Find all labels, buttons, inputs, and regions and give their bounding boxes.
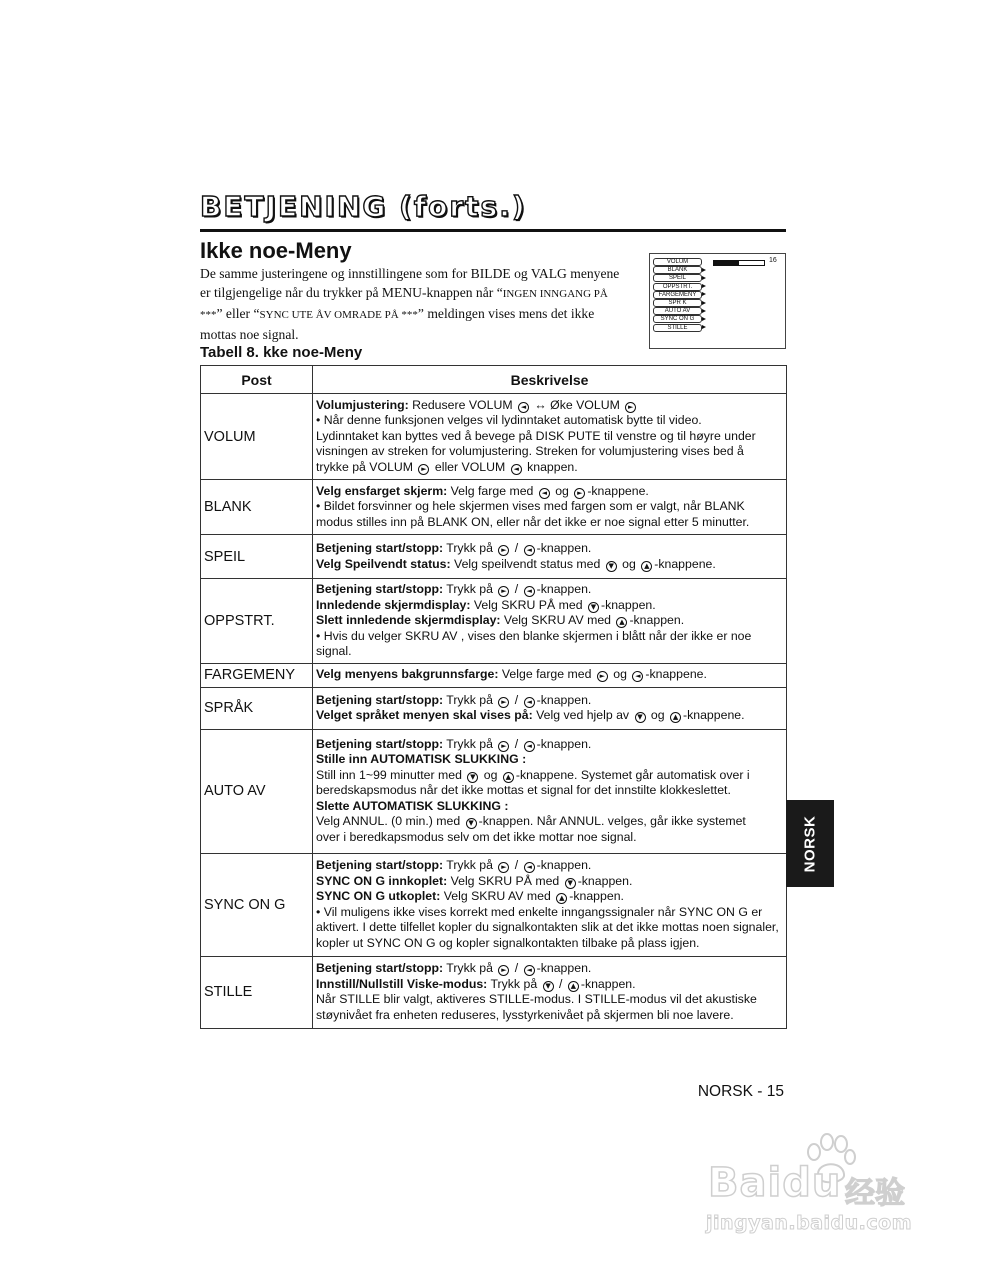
button-symbol-icon: ▼ <box>635 712 646 723</box>
button-symbol-icon: ◄ <box>524 697 535 708</box>
description-text: -knappen. <box>536 858 592 872</box>
button-symbol-icon: ► <box>498 697 509 708</box>
description-text: -knappen. <box>580 976 636 991</box>
description-text: -knappen. <box>536 541 592 555</box>
description-text: Trykk på <box>443 961 497 975</box>
description-text: / <box>511 736 522 751</box>
bold-label: Innledende skjermdisplay: <box>316 597 471 612</box>
description-line <box>316 858 783 874</box>
table-row <box>201 687 787 729</box>
bold-label: Velg ensfarget skjerm: <box>316 483 448 498</box>
row-description <box>313 480 787 535</box>
description-text: Lydinntaket kan byttes ved å bevege på DISK PUTE til venstre og til høyre under <box>316 428 756 443</box>
description-line <box>316 598 783 614</box>
description-line <box>316 460 783 476</box>
button-symbol-icon: ▲ <box>641 561 652 572</box>
row-description <box>313 729 787 853</box>
watermark-cn: 经验 <box>845 1176 905 1211</box>
table-row <box>201 394 787 480</box>
description-line <box>316 905 783 921</box>
description-text: støynivået fra enheten reduseres, lysstyrkenivået på skjermen bli noe lavere. <box>316 1007 734 1022</box>
osd-arrow-icon <box>702 325 706 329</box>
description-text: -knappen. <box>536 692 592 707</box>
description-line <box>316 737 783 753</box>
description-line <box>316 936 783 952</box>
row-description <box>313 687 787 729</box>
header-description: Beskrivelse <box>313 366 787 394</box>
button-symbol-icon: ◄ <box>524 862 535 873</box>
row-post: VOLUM <box>201 394 313 480</box>
button-symbol-icon: ▲ <box>503 772 514 783</box>
description-line <box>316 708 783 724</box>
osd-menu-item: AUTO AV <box>653 307 702 315</box>
bold-label: Velg menyens bakgrunnsfarge: <box>316 667 499 682</box>
description-text: -knappen. <box>536 736 592 751</box>
description-line <box>316 444 783 460</box>
osd-arrow-icon <box>702 317 706 321</box>
description-line <box>316 515 783 531</box>
description-line <box>316 429 783 445</box>
intro-message-no-input: INGEN INNGANG PÅ *** <box>200 288 608 321</box>
description-line <box>316 799 783 815</box>
bold-label: Betjening start/stopp: <box>316 858 444 872</box>
description-text: Velg SKRU PÅ med <box>470 597 586 612</box>
description-text: / <box>511 961 522 975</box>
description-line <box>316 961 783 977</box>
description-line <box>316 783 783 799</box>
button-symbol-icon: ▼ <box>565 878 576 889</box>
button-symbol-icon: ◄ <box>518 402 529 413</box>
bold-label: Betjening start/stopp: <box>316 961 444 975</box>
osd-arrow-icon <box>702 276 706 280</box>
table-header-row <box>201 366 787 394</box>
osd-arrow-icon <box>702 292 706 296</box>
description-line <box>316 629 783 645</box>
description-text: -knappene. Systemet går automatisk over i <box>515 767 750 782</box>
description-text: trykke på VOLUM <box>316 459 417 474</box>
bold-label: Velget språket menyen skal vises på: <box>316 708 533 722</box>
osd-menu-item: BLANK <box>653 266 702 274</box>
osd-menu-item: SPEIL <box>653 274 702 282</box>
description-line <box>316 768 783 784</box>
intro-paragraph <box>200 264 630 344</box>
intro-text: ” meldingen vises mens det ikke mottas noe signal. <box>200 306 595 342</box>
description-text: visningen av streken for volumjustering. Streken for volumjustering vises bed å <box>316 444 744 459</box>
table-caption: Tabell 8. kke noe-Meny <box>200 344 363 361</box>
bold-label: Stille inn AUTOMATISK SLUKKING : <box>316 752 527 767</box>
button-symbol-icon: ► <box>625 402 636 413</box>
watermark-url: jingyan.baidu.com <box>706 1212 912 1234</box>
description-text: -knappene. <box>654 556 716 571</box>
description-text: modus stilles inn på BLANK ON, eller når det ikke er noe signal etter 5 minutter. <box>316 514 750 529</box>
button-symbol-icon: ► <box>418 464 429 475</box>
description-text: signal. <box>316 644 352 658</box>
description-text: Velg ANNUL. (0 min.) med <box>316 814 464 829</box>
osd-menu-item: FARGEMENY <box>653 291 702 299</box>
header-post: Post <box>201 366 313 394</box>
description-text: Velg ved hjelp av <box>532 708 633 722</box>
description-line <box>316 874 783 890</box>
table-row <box>201 663 787 687</box>
row-description <box>313 853 787 956</box>
osd-arrow-icon <box>702 301 706 305</box>
description-text: -knappen. <box>536 582 592 596</box>
bold-label: Betjening start/stopp: <box>316 541 444 555</box>
description-line <box>316 484 783 500</box>
description-text: Redusere VOLUM <box>408 397 516 412</box>
description-text: Velge farge med <box>498 667 595 682</box>
side-tab-label: NORSK <box>801 815 819 872</box>
description-line <box>316 830 783 846</box>
description-line <box>316 752 783 768</box>
bold-label: Slette AUTOMATISK SLUKKING : <box>316 798 509 813</box>
description-text: eller VOLUM <box>431 459 509 474</box>
description-text: -knappen. <box>569 889 624 903</box>
description-text: -knappen. <box>629 613 685 627</box>
description-line <box>316 1008 783 1024</box>
button-symbol-icon: ◄ <box>524 965 535 976</box>
button-symbol-icon: ▼ <box>606 561 617 572</box>
description-line <box>316 667 783 683</box>
description-text: og <box>618 556 640 571</box>
description-text: ↔ Øke VOLUM <box>531 397 624 412</box>
description-text: -knappen. <box>600 597 656 612</box>
osd-arrow-icon <box>702 268 706 272</box>
bold-label: Betjening start/stopp: <box>316 582 444 596</box>
description-line <box>316 920 783 936</box>
button-symbol-icon: ▲ <box>616 617 627 628</box>
description-text: og <box>609 667 631 682</box>
row-description <box>313 579 787 664</box>
description-text: aktivert. I dette tilfellet kopler du signalkontakten slik at det ikke mottas noen signaler, <box>316 920 779 934</box>
button-symbol-icon: ► <box>574 488 585 499</box>
bold-label: Betjening start/stopp: <box>316 692 444 707</box>
description-text: -knappene. <box>645 667 707 682</box>
bold-label: Betjening start/stopp: <box>316 736 444 751</box>
page-footer: NORSK - 15 <box>697 1083 784 1100</box>
description-line <box>316 693 783 709</box>
button-symbol-icon: ◄ <box>511 464 522 475</box>
button-symbol-icon: ► <box>498 586 509 597</box>
table-row <box>201 535 787 579</box>
button-symbol-icon: ▼ <box>588 602 599 613</box>
button-symbol-icon: ► <box>597 671 608 682</box>
table-row <box>201 853 787 956</box>
bold-label: Velg Speilvendt status: <box>316 556 451 571</box>
osd-volume-bar-fill <box>714 261 739 265</box>
row-post: SYNC ON G <box>201 853 313 956</box>
button-symbol-icon: ▲ <box>568 981 579 992</box>
row-post: SPRÅK <box>201 687 313 729</box>
button-symbol-icon: ▼ <box>543 981 554 992</box>
button-symbol-icon: ► <box>498 545 509 556</box>
description-line <box>316 814 783 830</box>
description-text: Trykk på <box>443 582 497 596</box>
description-line <box>316 644 783 660</box>
description-text: Velg SKRU AV med <box>500 613 615 627</box>
description-line <box>316 977 783 993</box>
row-post: AUTO AV <box>201 729 313 853</box>
button-symbol-icon: ◄ <box>524 586 535 597</box>
description-text: / <box>555 976 566 991</box>
description-text: kopler ut SYNC ON G og kopler signalkontakten tilbake på plass igjen. <box>316 935 700 950</box>
description-text: -knappen. <box>577 873 633 888</box>
description-text: knappen. <box>523 459 578 474</box>
watermark-logo <box>700 1130 940 1250</box>
description-text: Trykk på <box>443 541 497 555</box>
row-post: BLANK <box>201 480 313 535</box>
button-symbol-icon: ▲ <box>670 712 681 723</box>
description-text: Når STILLE blir valgt, aktiveres STILLE-modus. I STILLE-modus vil det akustiske <box>316 992 757 1006</box>
description-text: Trykk på <box>487 976 541 991</box>
description-text: • Bildet forsvinner og hele skjermen vises med fargen som er valgt, når BLANK <box>316 499 745 514</box>
description-line <box>316 582 783 598</box>
osd-arrow-icon <box>702 284 706 288</box>
row-post: FARGEMENY <box>201 663 313 687</box>
osd-menu-item: SYNC ON G <box>653 315 702 323</box>
description-line <box>316 992 783 1008</box>
button-symbol-icon: ◄ <box>524 741 535 752</box>
button-symbol-icon: ► <box>498 741 509 752</box>
description-text: • Hvis du velger SKRU AV , vises den blanke skjermen i blått når der ikke er noe <box>316 628 752 643</box>
row-description <box>313 663 787 687</box>
description-text: Trykk på <box>443 736 497 751</box>
description-text: -knappen. <box>536 961 592 975</box>
intro-message-sync-out: SYNC UTE ÅV OMRADE PÅ *** <box>259 309 418 321</box>
osd-menu-item: STILLE <box>653 324 702 332</box>
description-text: • Vil muligens ikke vises korrekt med enkelte inngangssignaler når SYNC ON G er <box>316 904 763 919</box>
description-text: • Når denne funksjonen velges vil lydinntaket automatisk bytte til video. <box>316 413 702 428</box>
osd-menu-illustration <box>649 253 786 349</box>
section-title: Ikke noe-Meny <box>200 238 352 263</box>
description-text: Velg speilvendt status med <box>450 556 604 571</box>
description-text: / <box>511 582 522 596</box>
description-line <box>316 889 783 905</box>
intro-text: ” eller “ <box>216 306 260 321</box>
button-symbol-icon: ▼ <box>467 772 478 783</box>
description-text: / <box>511 692 522 707</box>
osd-menu-item: VOLUM <box>653 258 702 266</box>
row-post: STILLE <box>201 956 313 1028</box>
description-text: Velg SKRU PÅ med <box>447 873 563 888</box>
table-row <box>201 729 787 853</box>
description-text: -knappene. <box>683 708 745 722</box>
description-text: -knappene. <box>587 483 649 498</box>
button-symbol-icon: ► <box>498 965 509 976</box>
row-post: OPPSTRT. <box>201 579 313 664</box>
button-symbol-icon: ◄ <box>632 671 643 682</box>
osd-arrow-icon <box>702 309 706 313</box>
description-text: Velg SKRU AV med <box>440 889 555 903</box>
description-text: over i beredkapsmodus selv om det ikke mottar noe signal. <box>316 829 637 844</box>
bold-label: SYNC ON G utkoplet: <box>316 889 441 903</box>
intro-text: De samme justeringene og innstillingene som for BILDE og VALG menyene er tilgjengelige når du trykker på MENU-knappen når “ <box>200 266 620 300</box>
row-description <box>313 394 787 480</box>
description-line <box>316 413 783 429</box>
description-text: Velg farge med <box>447 483 537 498</box>
description-text: / <box>511 541 522 555</box>
bold-label: Slett innledende skjermdisplay: <box>316 613 501 627</box>
description-text: og <box>647 708 669 722</box>
description-text: og <box>551 483 573 498</box>
menu-table <box>200 365 787 1029</box>
button-symbol-icon: ▲ <box>556 893 567 904</box>
description-text: Trykk på <box>443 858 497 872</box>
row-post: SPEIL <box>201 535 313 579</box>
osd-volume-bar <box>713 260 765 266</box>
description-text: / <box>511 858 522 872</box>
bold-label: SYNC ON G innkoplet: <box>316 873 448 888</box>
language-side-tab <box>786 800 834 887</box>
row-description <box>313 956 787 1028</box>
watermark-brand: Baidu <box>708 1160 842 1206</box>
description-text: Trykk på <box>443 692 497 707</box>
description-text: -knappen. Når ANNUL. velges, går ikke systemet <box>478 814 746 829</box>
description-line <box>316 398 783 414</box>
page-title: BETJENING (forts.) <box>200 190 786 232</box>
table-row <box>201 480 787 535</box>
description-line <box>316 557 783 573</box>
button-symbol-icon: ► <box>498 862 509 873</box>
osd-menu-item: OPPSTRT. <box>653 283 702 291</box>
table-row <box>201 956 787 1028</box>
button-symbol-icon: ▼ <box>466 818 477 829</box>
description-text: beredskapsmodus når det ikke mottas et signal for det innstilte klokkeslettet. <box>316 783 731 798</box>
osd-menu-item: SPR K <box>653 299 702 307</box>
button-symbol-icon: ◄ <box>539 488 550 499</box>
description-line <box>316 613 783 629</box>
row-description <box>313 535 787 579</box>
button-symbol-icon: ◄ <box>524 545 535 556</box>
description-text: og <box>480 767 501 782</box>
table-row <box>201 579 787 664</box>
bold-label: Innstill/Nullstill Viske-modus: <box>316 976 488 991</box>
description-line <box>316 499 783 515</box>
bold-label: Volumjustering: <box>316 397 409 412</box>
osd-volume-value: 16 <box>769 257 777 264</box>
description-text: Still inn 1~99 minutter med <box>316 767 466 782</box>
description-line <box>316 541 783 557</box>
